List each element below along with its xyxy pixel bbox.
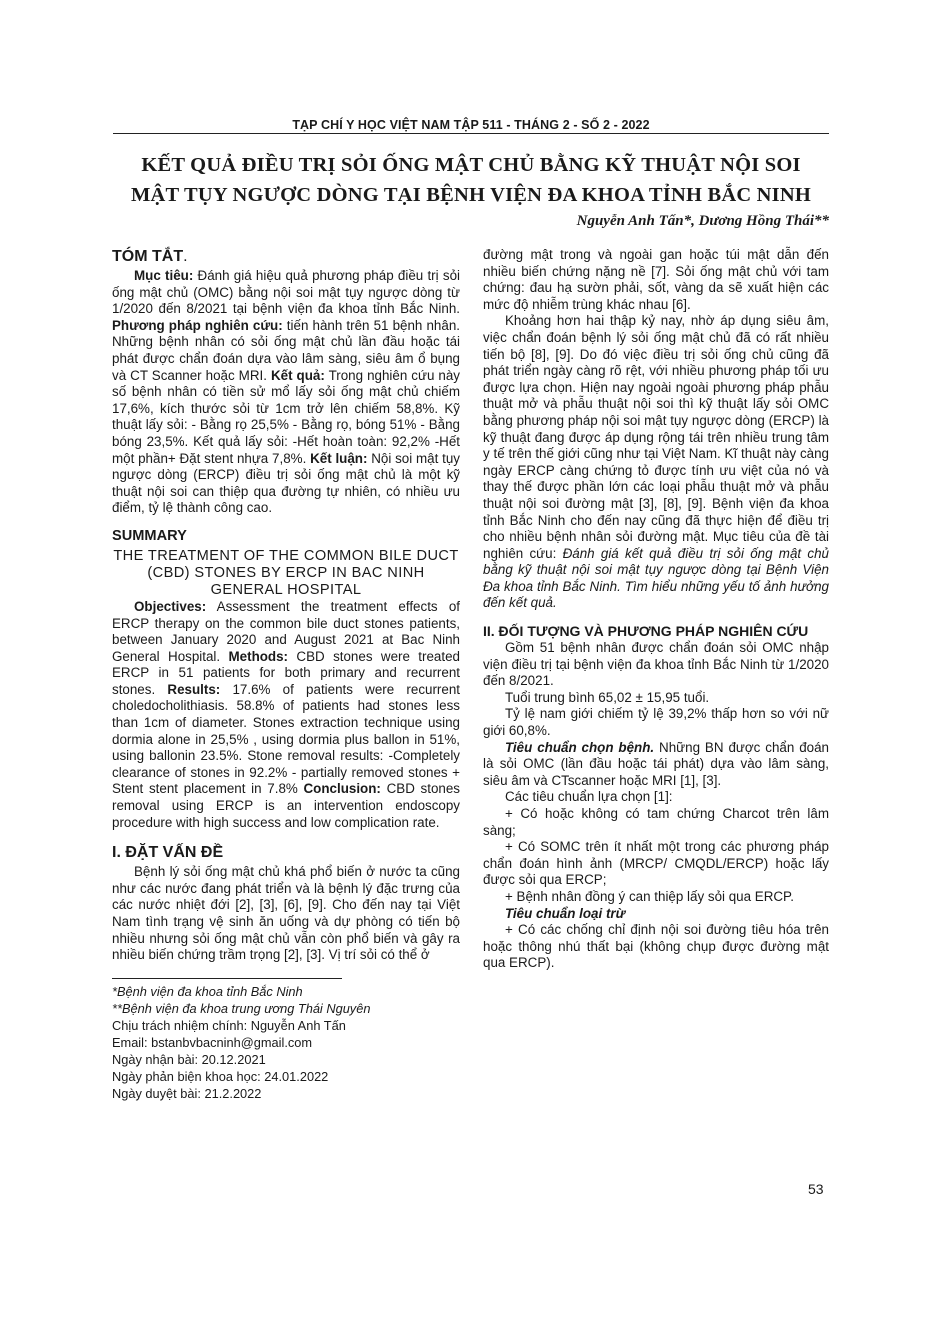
abstract-vi-body xyxy=(112,268,460,517)
section-1-para-1: Bệnh lý sỏi ống mật chủ khá phổ biến ở nước ta cũng như các nước đang phát triển và là bệnh lý đặc trưng của các nước nhiệt đới [2], [3], [6], [9]. Cho đến nay tại Việt Nam tình trạng vệ sinh ăn uống và dự phòng có tiến bộ nhiều nhưng sỏi ống mật chủ vẫn còn phổ biến và gây ra nhiều biến chứng trầm trọng [2], [3]. Vị trí sỏi có thể ở xyxy=(112,864,460,963)
conclusion-label: Kết luận: xyxy=(310,450,368,466)
selection-item-1: + Có hoặc không có tam chứng Charcot trên lâm sàng; xyxy=(483,806,829,838)
selection-criteria-text: Những BN được chẩn đoán là sỏi OMC (lần đầu hoặc tái phát) dựa vào lâm sàng, siêu âm và CTscanner hoặc MRI [1], [3]. xyxy=(483,739,829,788)
journal-header: TẠP CHÍ Y HỌC VIỆT NAM TẬP 511 - THÁNG 2 - SỐ 2 - 2022 xyxy=(292,118,650,132)
section-2-heading: II. ĐỐI TƯỢNG VÀ PHƯƠNG PHÁP NGHIÊN CỨU xyxy=(483,623,809,640)
conclusion-label-en: Conclusion: xyxy=(303,781,381,797)
footnote-rule xyxy=(112,978,342,979)
header-rule xyxy=(113,133,829,134)
methods-label-en: Methods: xyxy=(228,648,289,664)
section-1-objectives-italic: Đánh giá kết quả điều trị sỏi ống mật chủ bằng kỹ thuật nội soi mật tụy ngược dòng tại Bệnh Viện Đa khoa tỉnh Bắc Ninh. Tìm hiểu những yếu tố ảnh hưởng đến kết quả. xyxy=(483,545,829,611)
abstract-vi-heading-text: TÓM TẮT xyxy=(112,248,184,265)
abstract-vi-heading xyxy=(112,247,460,266)
methods-text-en: CBD stones were treated ERCP in 51 patients for both primary and recurrent stones. xyxy=(112,648,460,697)
date-received: Ngày nhận bài: 20.12.2021 xyxy=(112,1051,266,1067)
conclusion-text-en: CBD stones removal using ERCP is an intervention endoscopy procedure with high success and low complication rate. xyxy=(112,781,461,830)
selection-criteria xyxy=(483,740,829,790)
selection-criteria-label: Tiêu chuẩn chọn bệnh. xyxy=(505,739,655,755)
left-column xyxy=(112,247,460,1102)
page-number: 53 xyxy=(808,1181,824,1197)
email: Email: bstanbvbacninh@gmail.com xyxy=(112,1034,313,1050)
objective-label: Mục tiêu: xyxy=(134,268,194,283)
exclusion-label: Tiêu chuẩn loại trừ xyxy=(505,905,626,921)
exclusion-heading xyxy=(483,906,829,923)
results-text: Trong nghiên cứu này số bệnh nhân có tiền sử mổ lấy sỏi ống mật chủ chiếm 17,6%, kích thước sỏi từ 1cm trở lên chiếm 58,8%. Kỹ thuật lấy sỏi: - Bằng rọ 25,5% - Bằng rọ, bóng 51% - Bằng bóng 23,5%. Kết quả lấy sỏi: -Hết hoàn toàn: 92,2% -Hết một phần+ Đặt stent nhựa 7,8%. xyxy=(112,367,461,466)
summary-title: THE TREATMENT OF THE COMMON BILE DUCT (CBD) STONES BY ERCP IN BAC NINH GENERAL HOSPITAL xyxy=(113,547,459,598)
abstract-en-body xyxy=(112,599,460,831)
affiliation-2: **Bệnh viện đa khoa trung ương Thái Nguyên xyxy=(112,1000,371,1016)
methods-label: Phương pháp nghiên cứu: xyxy=(112,317,283,333)
results-label: Kết quả: xyxy=(270,367,325,383)
article-title-line-1: KẾT QUẢ ĐIỀU TRỊ SỎI ỐNG MẬT CHỦ BẰNG KỸ THUẬT NỘI SOI xyxy=(141,154,801,176)
selection-heading: Các tiêu chuẩn lựa chọn [1]: xyxy=(505,789,673,805)
date-reviewed: Ngày phản biện khoa học: 24.01.2022 xyxy=(112,1068,329,1084)
conclusion-text: Nội soi mật tụy ngược dòng (ERCP) điều trị sỏi ống mật chủ là một kỹ thuật nội soi can thiệp qua đường tự nhiên, có nhiều ưu điểm, tỷ lệ thành công cao. xyxy=(112,450,460,516)
section-1-para-1-continued: đường mật trong và ngoài gan hoặc túi mật dẫn đến nhiều biến chứng nặng nề [7]. Sỏi ống mật chủ với tam chứng: đau hạ sườn phải, sốt, vàng da sẽ xuất hiện các mức độ nhiễm trùng khác nhau [6]. xyxy=(483,247,829,312)
summary-heading: SUMMARY xyxy=(112,527,187,544)
objective-text: Đánh giá hiệu quả phương pháp điều trị sỏi ống mật chủ (OMC) bằng nội soi mật tụy ngược dòng từ 1/2020 đến 8/2021 tại bệnh viện đa khoa tỉnh Bắc Ninh. xyxy=(112,268,460,317)
section-2-para-1: Gồm 51 bệnh nhân được chẩn đoán sỏi OMC nhập viện điều trị tại bệnh viện đa khoa tỉnh Bắc Ninh từ 1/2020 đến 8/2021. xyxy=(483,640,829,689)
right-column xyxy=(483,247,829,972)
results-text-en: 17.6% of patients were recurrent choledocholithiasis. 58.8% of patients had stones less than 1cm of diameter. Stones extraction technique using dormia alone in 25,5% , using dormia plus ballon in 51%, using ballonin 23.5%. Stone removal results: -Completely clearance of stones in 92.2% - partially removed stones + Stent stent placement in 7.8% xyxy=(112,681,460,797)
article-title-line-2: MẬT TỤY NGƯỢC DÒNG TẠI BỆNH VIỆN ĐA KHOA TỈNH BẮC NINH xyxy=(130,184,811,206)
affiliation-1: *Bệnh viện đa khoa tỉnh Bắc Ninh xyxy=(112,983,303,999)
results-label-en: Results: xyxy=(167,681,221,697)
article-title xyxy=(100,150,842,210)
selection-item-2: + Có SOMC trên ít nhất một trong các phương pháp chẩn đoán hình ảnh (MRCP/ CMQDL/ERCP) hoặc lấy được sỏi qua ERCP; xyxy=(483,839,829,888)
objectives-label-en: Objectives: xyxy=(134,598,207,614)
abstract-vi-heading-dot: . xyxy=(183,248,188,265)
methods-text: tiến hành trên 51 bệnh nhân. Những bệnh nhân có sỏi ống mật chủ lần đầu hoặc tái phát được chẩn đoán dựa vào lâm sàng, siêu âm ổ bụng và CT Scanner hoặc MRI. xyxy=(112,317,460,383)
responsible-author: Chịu trách nhiệm chính: Nguyễn Anh Tấn xyxy=(112,1017,346,1033)
selection-item-3: + Bệnh nhân đồng ý can thiệp lấy sỏi qua ERCP. xyxy=(505,888,794,904)
date-accepted: Ngày duyệt bài: 21.2.2022 xyxy=(112,1085,262,1101)
authors: Nguyễn Anh Tấn*, Dương Hồng Thái** xyxy=(576,213,829,229)
section-1-para-2 xyxy=(483,313,829,612)
exclusion-item-1: + Có các chống chỉ định nội soi đường tiêu hóa trên hoặc thông nhú thất bại (không chụp được đường mật qua ERCP). xyxy=(483,922,829,971)
section-1-para-2-text: Khoảng hơn hai thập kỷ nay, nhờ áp dụng siêu âm, việc chẩn đoán bệnh lý sỏi ống mật chủ đã có rất nhiều tiến bộ [8], [9]. Do đó việc điều trị sỏi ống chủ cũng đã phát triển ngày càng rõ rệt, với nhiều phương pháp tối ưu được lựa chọn. Hiện nay ngoài ngoài phương pháp phẫu thuật mở và phẫu thuật nội soi thì kỹ thuật lấy sỏi OMC bằng phương pháp nội soi mật tụy ngược dòng (ERCP) là kỹ thuật đang được áp dụng rộng tái trên nhiều trung tâm y tế trên thế giới cũng như tại Việt Nam. Kĩ thuật này càng ngày ERCP càng chứng tỏ được tính ưu việt của nó và thay thế được phần lớn các loại phẫu thuật mở và phẫu thuật nội soi đường mật [3], [8], [9]. Bệnh viện đa khoa tỉnh Bắc Ninh cho đến nay cũng đã thực hiện để điều trị cho nhiều bệnh nhân sỏi đường mật. Mục tiêu của đề tài nghiên cứu: xyxy=(483,313,829,561)
section-2-para-2: Tuổi trung bình 65,02 ± 15,95 tuổi. xyxy=(505,689,710,705)
section-2-para-3: Tỷ lệ nam giới chiếm tỷ lệ 39,2% thấp hơn so với nữ giới 60,8%. xyxy=(483,706,829,739)
objectives-text-en: Assessment the treatment effects of ERCP therapy on the common bile duct stones patients, between January 2020 and August 2021 at Bac Ninh General Hospital. xyxy=(112,598,460,664)
section-1-heading: I. ĐẶT VẤN ĐỀ xyxy=(112,844,224,862)
